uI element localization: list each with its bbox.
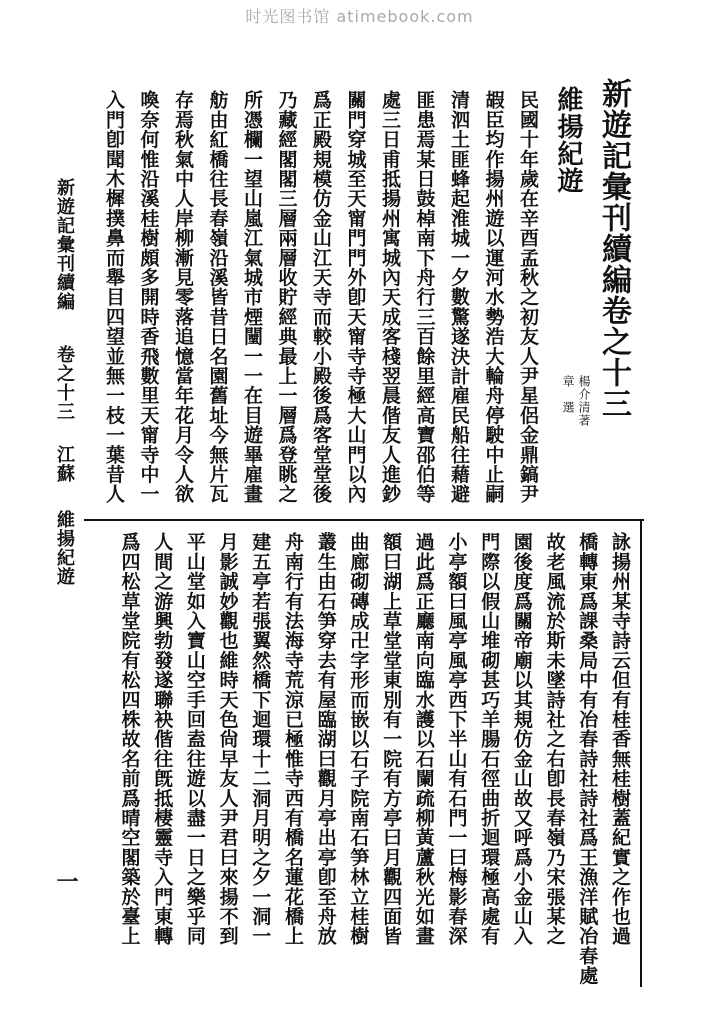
- upper_columns-column: 舫由紅橋往長春嶺沿溪皆昔日名園舊址今無片瓦: [206, 90, 229, 504]
- lower_columns-column: 過此爲正廳南向臨水護以石闌疏柳黃蘆秋光如畫: [412, 532, 435, 946]
- upper_columns-column: 民國十年歲在辛酉孟秋之初友人尹星侶金鼎鎬尹: [517, 90, 539, 504]
- vertical-divider: [640, 519, 642, 987]
- upper_columns-column: 嘏臣均作揚州遊以運河水勢浩大輪舟停駛中止嗣: [482, 90, 505, 504]
- section-title: 維揚紀遊: [553, 86, 583, 194]
- upper_columns-column: 乃藏經閣閣三層兩層收貯經典最上一層爲登眺之: [275, 90, 298, 504]
- book-title: 新遊記彙刊續編卷之十三: [596, 78, 631, 419]
- lower_columns-column: 門際以假山堆砌甚巧羊腸石徑曲折迴環極高處有: [478, 532, 501, 946]
- lower_columns-column: 曲廊砌磚成卍字形而嵌以石子院南石笋林立桂樹: [347, 532, 370, 946]
- upper_columns-column: 入門卽聞木樨撲鼻而舉目四望並無一枝一葉昔人: [103, 90, 125, 504]
- lower_columns-column: 小亭額曰風亭風亭西下半山有石門一曰梅影春深: [445, 532, 468, 946]
- upper_columns-column: 清泗土匪蜂起淮城一夕數驚遂決計雇民船往藉避: [448, 90, 470, 504]
- author-line-1: 楊介清著: [577, 375, 591, 427]
- lower_columns-column: 園後度爲關帝廟以其規仿金山故又呼爲小金山入: [510, 532, 533, 946]
- lower_columns-column: 人間之游興勃發遂聯袂偕往旣抵棲靈寺入門東轉: [151, 532, 174, 946]
- horizontal-divider: [84, 519, 644, 521]
- lower_columns-column: 叢生由石笋穿去有屋臨湖曰觀月亭出亭卽至舟放: [314, 532, 337, 946]
- watermark-header: 时光图书馆 atimebook.com: [245, 7, 474, 26]
- lower_columns-column: 建五亭若張翼然橋下迴環十二洞月明之夕一洞一: [249, 532, 272, 946]
- lower_columns-column: 橋轉東爲課桑局中有冶春詩社詩社爲王漁洋賦冶春處: [576, 532, 599, 986]
- lower_columns-column: 平山堂如入寶山空手回盍往遊以盡一日之樂乎同: [183, 532, 206, 946]
- upper_columns-column: 爲正殿規模仿金山江天寺而較小殿後爲客堂堂後: [310, 90, 332, 504]
- page-number: 一: [53, 870, 79, 892]
- margin-book-title: 新遊記彙刊續編: [54, 178, 75, 311]
- upper_columns-column: 處三日甫抵揚州寓城內天成客棧翌晨偕友人進鈔: [379, 90, 401, 504]
- upper_columns-column: 關門穿城至天甯門門外卽天甯寺寺極大山門以內: [344, 90, 367, 504]
- margin-chapter: 維揚紀遊: [54, 510, 75, 586]
- lower_columns-column: 爲四松草堂院有松四株故名前爲晴空閣築於臺上: [118, 532, 141, 946]
- author-line-2: 章 選: [561, 375, 575, 414]
- upper_columns-column: 匪患焉某日鼓棹南下舟行三百餘里經高寶邵伯等: [413, 90, 436, 504]
- upper_columns-column: 喚奈何惟沿溪桂樹頗多開時香飛數里天甯寺中一: [137, 90, 160, 504]
- lower_columns-column: 月影誠妙觀也維時天色尙早友人尹君曰來揚不到: [216, 532, 239, 946]
- lower_columns-column: 詠揚州某寺詩云但有桂香無桂樹蓋紀實之作也過: [609, 532, 631, 946]
- upper_columns-column: 所憑欄一望山嵐江氣城市煙闉一一在目遊畢雇畫: [241, 90, 263, 504]
- margin-volume: 卷之十三: [54, 345, 75, 421]
- lower_columns-column: 舟南行有法海寺荒涼已極惟寺西有橋名蓮花橋上: [282, 532, 304, 946]
- lower_columns-column: 額曰湖上草堂堂東別有一院有方亭曰月觀四面皆: [380, 532, 403, 946]
- upper_columns-column: 存焉秋氣中人岸柳漸見零落追憶當年花月令人欲: [172, 90, 194, 504]
- lower_columns-column: 故老風流於斯未墜詩社之右卽長春嶺乃宋張某之: [543, 532, 566, 946]
- margin-region: 江蘇: [54, 445, 75, 483]
